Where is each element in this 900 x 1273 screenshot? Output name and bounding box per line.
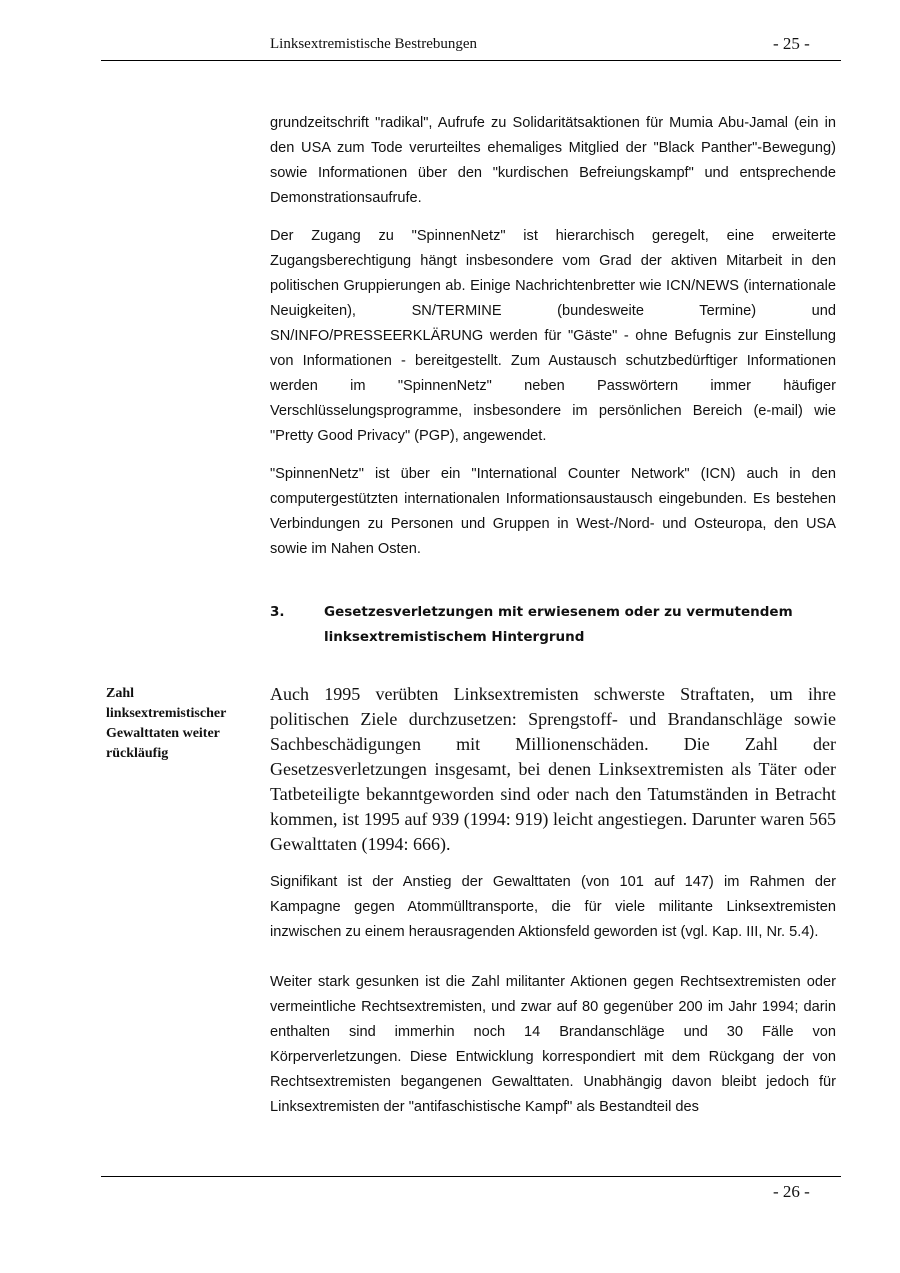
footer-page-number: - 26 -	[773, 1182, 810, 1201]
body-paragraph: grundzeitschrift "radikal", Aufrufe zu Solidaritätsaktionen für Mumia Abu-Jamal (ein in den USA zum Tode verurteiltes ehemaliges Mitglied der "Black Panther"-Bewegung) sowie Informationen über den "kurdischen Befreiungskampf" und entsprechende Demonstrationsaufrufe.	[270, 115, 836, 206]
header-page-number: - 25 -	[773, 34, 810, 53]
body-paragraph: Der Zugang zu "SpinnenNetz" ist hierarchisch geregelt, eine erweiterte Zugangsberechtigung hängt insbesondere vom Grad der aktiven Mitarbeit in den politischen Gruppierungen ab. Einige Nachrichtenbretter wie ICN/NEWS (internationale Neuigkeiten), SN/TERMINE (bundesweite Termine) und SN/INFO/PRESSEERKLÄRUNG werden für "Gäste" - ohne Befugnis zur Einstellung von Informationen - bereitgestellt. Zum Austausch schutzbedürftiger Informationen werden im "SpinnenNetz" neben Passwörtern immer häufiger Verschlüsselungsprogramme, insbesondere im persönlichen Bereich (e-mail) wie "Pretty Good Privacy" (PGP), angewendet.	[270, 228, 836, 444]
margin-note: Zahl linksextremistischer Gewalttaten weiter rückläufig	[106, 686, 227, 761]
header-divider	[101, 60, 841, 61]
section-heading: Gesetzesverletzungen mit erwiesenem oder zu vermutendem linksextremistischem Hintergrund	[324, 604, 793, 645]
footer-divider	[101, 1176, 841, 1177]
body-paragraph: Signifikant ist der Anstieg der Gewalttaten (von 101 auf 147) im Rahmen der Kampagne gegen Atommülltransporte, die für viele militante Linksextremisten inzwischen zu einem herausragenden Aktionsfeld geworden ist (vgl. Kap. III, Nr. 5.4).	[270, 874, 836, 940]
body-paragraph: Weiter stark gesunken ist die Zahl militanter Aktionen gegen Rechtsextremisten oder vermeintliche Rechtsextremisten, und zwar auf 80 gegenüber 200 im Jahr 1994; darin enthalten sind immerhin noch 14 Brandanschläge und 30 Fälle von Körperverletzungen. Diese Entwicklung korrespondiert mit dem Rückgang der von Rechtsextremisten begangenen Gewalttaten. Unabhängig davon bleibt jedoch für Linksextremisten der "antifaschistische Kampf" als Bestandteil des	[270, 974, 836, 1115]
running-header-title: Linksextremistische Bestrebungen	[270, 36, 478, 52]
body-paragraph-serif: Auch 1995 verübten Linksextremisten schwerste Straftaten, um ihre politischen Ziele durchzusetzen: Sprengstoff- und Brandanschläge sowie Sachbeschädigungen mit Millionenschäden. Die Zahl der Gesetzesverletzungen insgesamt, bei denen Linksextremisten als Täter oder Tatbeteiligte bekanntgeworden sind oder nach den Tatumständen in Betracht kommen, ist 1995 auf 939 (1994: 919) leicht angestiegen. Darunter waren 565 Gewalttaten (1994: 666).	[270, 684, 836, 854]
body-paragraph: "SpinnenNetz" ist über ein "International Counter Network" (ICN) auch in den computergestützten internationalen Informationsaustausch eingebunden. Es bestehen Verbindungen zu Personen und Gruppen in West-/Nord- und Osteuropa, den USA sowie im Nahen Osten.	[270, 466, 836, 557]
section-number: 3.	[270, 604, 285, 620]
